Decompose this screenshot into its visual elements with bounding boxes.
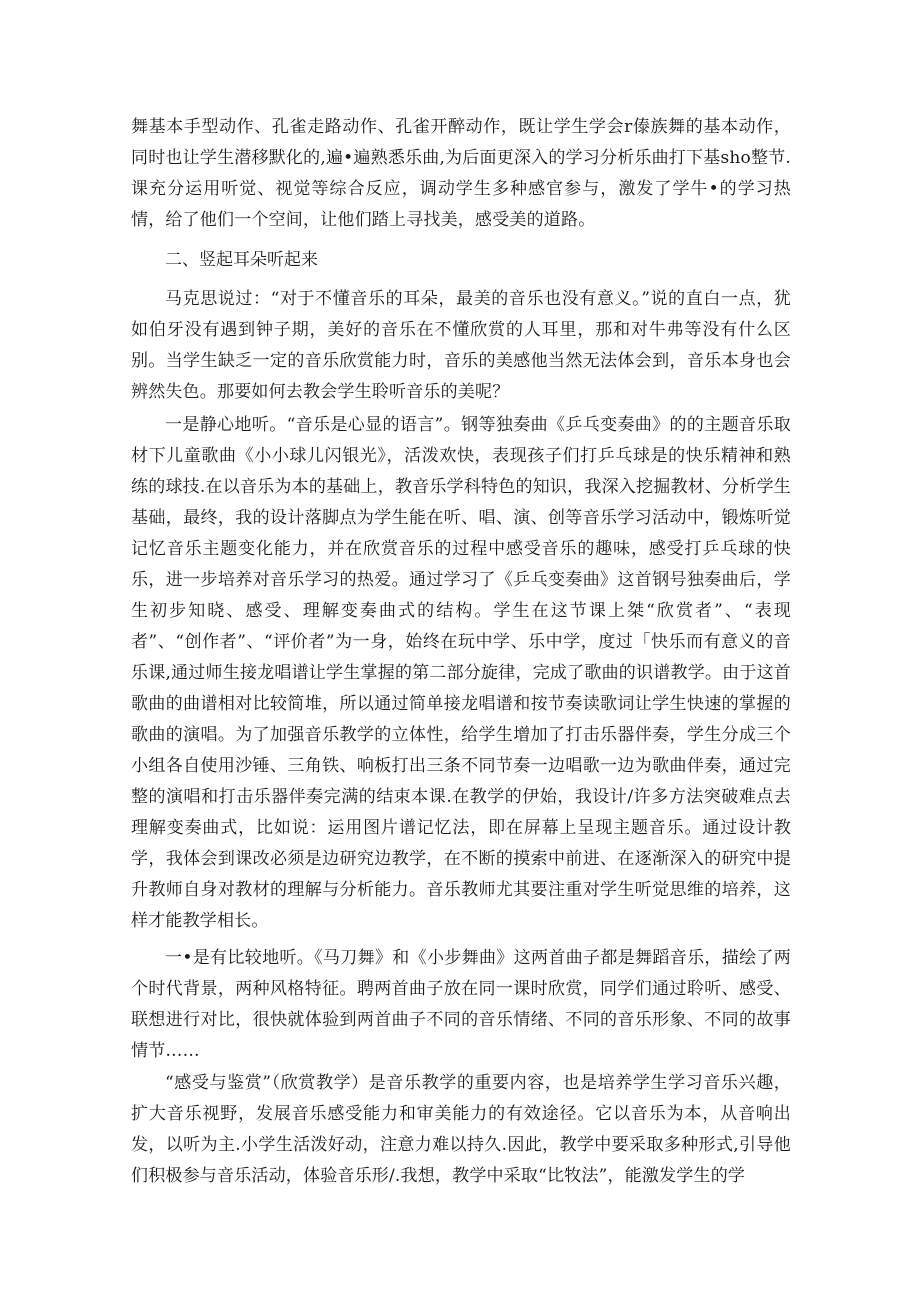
paragraph-dai-dance-summary: 舞基本手型动作、孔雀走路动作、孔雀开醉动作，既让学生学会r傣族舞的基本动作，同时也让学生潜移默化的,遍•遍熟悉乐曲,为后面更深入的学习分析乐曲打下基sho整节.课充分运用听觉、视觉等综合反应，调动学生多种感官参与，激发了学牛•的学习热情，给了他们一个空间，让他们踏上寻找美，感受美的道路。 xyxy=(131,117,791,230)
paragraph-appreciation-teaching: “感受与鉴赏”（欣赏教学）是音乐教学的重要内容，也是培养学生学习音乐兴趣，扩大音乐视野，发展音乐感受能力和审美能力的有效途径。它以音乐为本，从音响出发，以听为主.小学生活泼好动，注意力难以持久.因此，教学中要采取多种形式,引导他们积极参与音乐活动，体验音乐形/.我想，教学中采取“比牧法”，能激发学生的学 xyxy=(131,1073,791,1186)
paragraph-listen-quietly: 一是静心地听。“音乐是心显的语言”。钢等独奏曲《乒乓变奏曲》的的主题音乐取材下儿童歌曲《小小球儿闪银光》，活泼欢快，表现孩子们打乒乓球是的快乐精神和熟练的球技.在以音乐为本的基础上，教音乐学科特色的知识，我深入挖掘教材、分析学生基础，最终，我的设计落脚点为学生能在听、唱、演、创等音乐学习活动中，锻炼听觉记忆音乐主题变化能力，并在欣赏音乐的过程中感受音乐的趣味，感受打乒乓球的快乐，进一步培养对音乐学习的热爱。通过学习了《乒乓变奏曲》这首钢号独奏曲后，学生初步知晓、感受、理解变奏曲式的结构。学生在这节课上桀“欣赏者”、“表现者”、“创作者”、“评价者”为一身，始终在玩中学、乐中学，度过「快乐而有意义的音乐课,通过师生接龙唱谱让学生掌握的第二部分旋律，完成了歌曲的识谱教学。由于这首歌曲的曲谱相对比较简堆，所以通过简单接龙唱谱和按节奏读歌词让学生快速的掌握的歌曲的演唱。为了加强音乐教学的立体性，给学生增加了打击乐器伴奏，学生分成三个小组各自使用沙锤、三角铁、响板打出三条不同节奏一边唱歌一边为歌曲伴奏，通过完整的演唱和打击乐器伴奏完满的结束本课.在教学的伊始，我设计/许多方法突破难点去理解变奏曲式，比如说：运用图片谱记忆法，即在屏幕上呈现主题音乐。通过设计教学，我体会到课改必须是边研究边教学，在不断的摸索中前进、在逐渐深入的研究中提升教师自身对教材的理解与分析能力。音乐教师尤其要注重对学生听觉思维的培养，这样才能教学相长。 xyxy=(131,415,791,931)
paragraph-marx-quote: 马克思说过：“对于不懂音乐的耳朵，最美的音乐也没有意义。”说的直白一点，犹如伯牙没有遇到钟子期，美好的音乐在不懂欣赏的人耳里，那和对牛弗等没有什么区别。当学生缺乏一定的音乐欣赏能力时，音乐的美感他当然无法体会到，音乐本身也会辨然失色。那要如何去教会学生聆听音乐的美呢？ xyxy=(131,289,791,402)
section-heading-listen: 二、竖起耳朵听起来 xyxy=(165,250,318,270)
paragraph-listen-comparatively: 一•是有比较地听。《马刀舞》和《小步舞曲》这两首曲子都是舞蹈音乐，描绘了两个时代背景，两种风格特征。聘两首曲子放在同一课时欣赏，同学们通过聆听、感受、联想进行对比，很快就体验到两首曲子不同的音乐情绪、不同的音乐形象、不同的故事情节…… xyxy=(131,948,791,1061)
